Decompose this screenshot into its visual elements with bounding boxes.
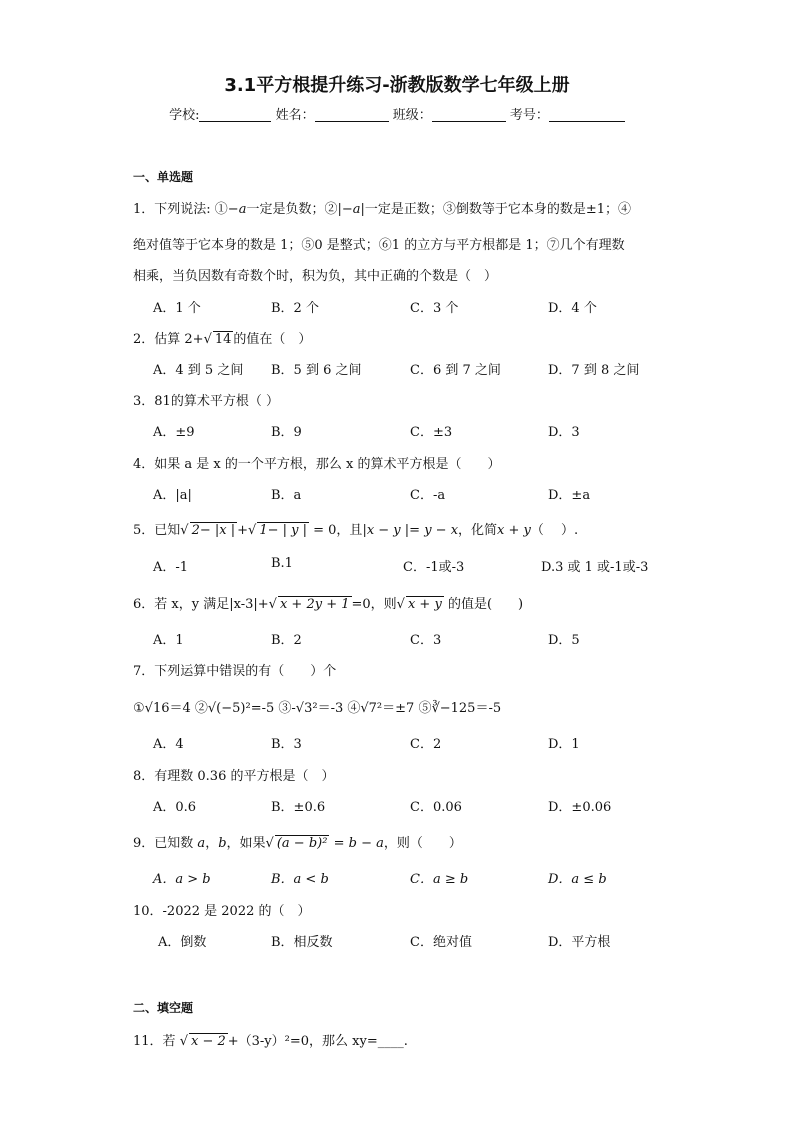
- school-label: 学校:: [169, 108, 200, 123]
- q6-option-b[interactable]: B．2: [271, 633, 302, 648]
- q5-text-a: 已知: [154, 523, 181, 538]
- q11-radicand: x − 2: [190, 1034, 226, 1049]
- q5-option-d[interactable]: D.3 或 1 或-1或-3: [541, 560, 649, 575]
- q11-answer-blank[interactable]: ____: [377, 1034, 404, 1049]
- q9-option-b[interactable]: B．a < b: [271, 872, 329, 887]
- q6-option-d[interactable]: D．5: [548, 633, 580, 648]
- class-blank[interactable]: [432, 107, 506, 122]
- q2-text-a: 估算 2+: [154, 332, 204, 347]
- q9-equals: =: [329, 836, 349, 851]
- q9-option-d[interactable]: D．a ≤ b: [548, 872, 607, 887]
- question-7-items: [133, 697, 501, 716]
- q5-math-sum: x + y: [497, 523, 531, 538]
- q7-option-c[interactable]: C．2: [410, 737, 442, 752]
- q4-option-c[interactable]: C．-a: [410, 488, 446, 503]
- q8-option-b[interactable]: B．±0.6: [271, 800, 326, 815]
- question-9: 9．已知数 a，b，如果√ (a − b)² = b − a，则（ ）: [133, 836, 462, 851]
- name-blank[interactable]: [315, 107, 389, 122]
- q9-option-a[interactable]: A．a > b: [153, 872, 211, 887]
- q5-radicand-2: 1− | y |: [259, 523, 307, 538]
- q6-text-b: =0，则: [351, 597, 397, 612]
- q5-plus: +: [237, 523, 249, 538]
- q3-option-c[interactable]: C．±3: [410, 425, 453, 440]
- q8-option-c[interactable]: C．0.06: [410, 800, 462, 815]
- q11-period: .: [403, 1034, 408, 1049]
- q5-radicand-1: 2− |x |: [191, 523, 236, 538]
- q7-option-a[interactable]: A．4: [153, 737, 184, 752]
- question-10: 10．-2022 是 2022 的（ ）: [133, 904, 311, 919]
- class-label: 班级：: [392, 108, 432, 123]
- q3-option-a[interactable]: A．±9: [153, 425, 195, 440]
- q9-radicand: (a − b)²: [276, 836, 328, 851]
- q11-text-a: 若: [162, 1034, 180, 1049]
- q7-item-1-marker: ①: [133, 701, 145, 716]
- q9-text-a: 已知数: [154, 836, 198, 851]
- school-blank[interactable]: [199, 107, 271, 122]
- q10-option-c[interactable]: C．绝对值: [410, 935, 472, 950]
- q2-option-c[interactable]: C．6 到 7 之间: [410, 363, 501, 378]
- question-8: 8．有理数 0.36 的平方根是（ ）: [133, 769, 335, 784]
- q7-item-5-expr: ∛−125: [431, 701, 476, 716]
- question-1-line-1: [133, 198, 631, 217]
- name-label: 姓名：: [275, 108, 315, 123]
- question-6-number: 6．: [133, 597, 155, 612]
- question-4: 4．如果 a 是 x 的一个平方根，那么 x 的算术平方根是（ ）: [133, 457, 501, 472]
- exam-no-label: 考号：: [509, 108, 549, 123]
- q8-option-d[interactable]: D．±0.06: [548, 800, 612, 815]
- q6-option-c[interactable]: C．3: [410, 633, 442, 648]
- q5-option-c[interactable]: C．-1或-3: [403, 560, 465, 575]
- q7-item-5-result: ＝-5: [475, 701, 502, 716]
- q5-text-c: ，化简: [458, 523, 498, 538]
- q9-text-c: ，则（ ）: [383, 836, 462, 851]
- q7-option-d[interactable]: D．1: [548, 737, 580, 752]
- q6-radicand-2: x + y: [407, 597, 442, 612]
- q10-option-a[interactable]: A．倒数: [158, 935, 207, 950]
- q7-item-1-expr: √16: [144, 701, 170, 716]
- q6-option-a[interactable]: A．1: [153, 633, 184, 648]
- q2-text-b: 的值在（ ）: [233, 332, 312, 347]
- section-single-choice: 一、单选题: [133, 170, 194, 184]
- exam-no-blank[interactable]: [549, 107, 625, 122]
- question-1-line-3: 相乘，当负因数有奇数个时，积为负，其中正确的个数是（ ）: [133, 269, 498, 284]
- q1-math-neg-a: −a: [227, 202, 247, 217]
- question-5: 5．已知√ 2− |x | +√ 1− | y | = 0，且|x − y |= y − x，化简x + y（ ）.: [133, 523, 579, 538]
- q9-option-c[interactable]: C．a ≥ b: [410, 872, 469, 887]
- q7-item-2-result: =-5 ③-: [250, 701, 296, 716]
- q9-math-diff: b − a: [348, 836, 384, 851]
- question-6: 6．若 x，y 满足|x-3|+√ x + 2y + 1 =0，则√ x + y 的值是( ): [133, 597, 524, 612]
- q4-option-d[interactable]: D．±a: [548, 488, 591, 503]
- q7-item-4-result: ＝±7 ⑤: [382, 701, 432, 716]
- q1-text-b: 一定是负数；②: [246, 202, 338, 217]
- q7-item-1-result: ＝4 ②: [169, 701, 208, 716]
- q7-item-4-expr: √7²: [360, 701, 383, 716]
- q1-option-c[interactable]: C．3 个: [410, 301, 459, 316]
- q9-text-b: ，如果: [226, 836, 266, 851]
- q10-option-b[interactable]: B．相反数: [271, 935, 333, 950]
- question-11-number: 11．: [133, 1034, 163, 1049]
- q6-text-c: 的值是( ): [443, 597, 524, 612]
- q7-item-2-expr: √(−5)²: [207, 701, 251, 716]
- q1-option-a[interactable]: A．1 个: [153, 301, 201, 316]
- q4-option-b[interactable]: B．a: [271, 488, 302, 503]
- q10-option-d[interactable]: D．平方根: [548, 935, 611, 950]
- q8-option-a[interactable]: A．0.6: [153, 800, 197, 815]
- q9-comma: ，: [205, 836, 219, 851]
- q1-math-abs-a: |−a|: [337, 202, 365, 217]
- question-7: 7．下列运算中错误的有（ ）个: [133, 664, 337, 679]
- q5-text-d: （ ）.: [530, 523, 579, 538]
- q7-item-3-result: ＝-3 ④: [317, 701, 361, 716]
- q11-text-b: +（3-y）²=0，那么 xy=: [227, 1034, 378, 1049]
- question-2: 2．估算 2+√ 14 的值在（ ）: [133, 332, 312, 347]
- question-2-number: 2．: [133, 332, 155, 347]
- q4-option-a[interactable]: A．|a|: [153, 488, 192, 503]
- page-title: 3.1平方根提升练习-浙教版数学七年级上册: [224, 75, 570, 96]
- q2-option-b[interactable]: B．5 到 6 之间: [271, 363, 362, 378]
- q7-option-b[interactable]: B．3: [271, 737, 302, 752]
- question-11: 11．若 √ x − 2 +（3-y）²=0，那么 xy=____.: [133, 1034, 408, 1049]
- section-fill-blank: 二、填空题: [133, 1001, 194, 1015]
- q9-math-b: b: [218, 836, 227, 851]
- q1-text-a: 下列说法: ①: [154, 202, 228, 217]
- q6-radicand-1: x + 2y + 1: [279, 597, 350, 612]
- q9-math-a: a: [197, 836, 206, 851]
- question-3: 3．81的算术平方根（ ）: [133, 394, 279, 409]
- student-info-line: [0, 104, 794, 123]
- q2-option-d[interactable]: D．7 到 8 之间: [548, 363, 640, 378]
- question-1-line-2: 绝对值等于它本身的数是 1；⑤0 是整式；⑥1 的立方与平方根都是 1；⑦几个有理数: [133, 238, 625, 253]
- q1-option-d[interactable]: D．4 个: [548, 301, 597, 316]
- question-9-number: 9．: [133, 836, 155, 851]
- q7-item-3-expr: √3²: [295, 701, 318, 716]
- q5-text-b: = 0，且: [309, 523, 363, 538]
- q5-option-a[interactable]: A．-1: [153, 560, 189, 575]
- q3-option-b[interactable]: B．9: [271, 425, 302, 440]
- q6-text-a: 若 x，y 满足|x-3|+: [154, 597, 269, 612]
- q2-radicand: 14: [214, 332, 232, 347]
- q5-math-abs: |x − y |= y − x: [362, 523, 459, 538]
- q2-option-a[interactable]: A．4 到 5 之间: [153, 363, 244, 378]
- q3-option-d[interactable]: D．3: [548, 425, 580, 440]
- q1-text-c: 一定是正数；③倒数等于它本身的数是±1；④: [364, 202, 632, 217]
- q5-option-b[interactable]: B.1: [271, 556, 293, 571]
- q1-option-b[interactable]: B．2 个: [271, 301, 319, 316]
- question-5-number: 5．: [133, 523, 155, 538]
- question-1-number: 1．: [133, 202, 155, 217]
